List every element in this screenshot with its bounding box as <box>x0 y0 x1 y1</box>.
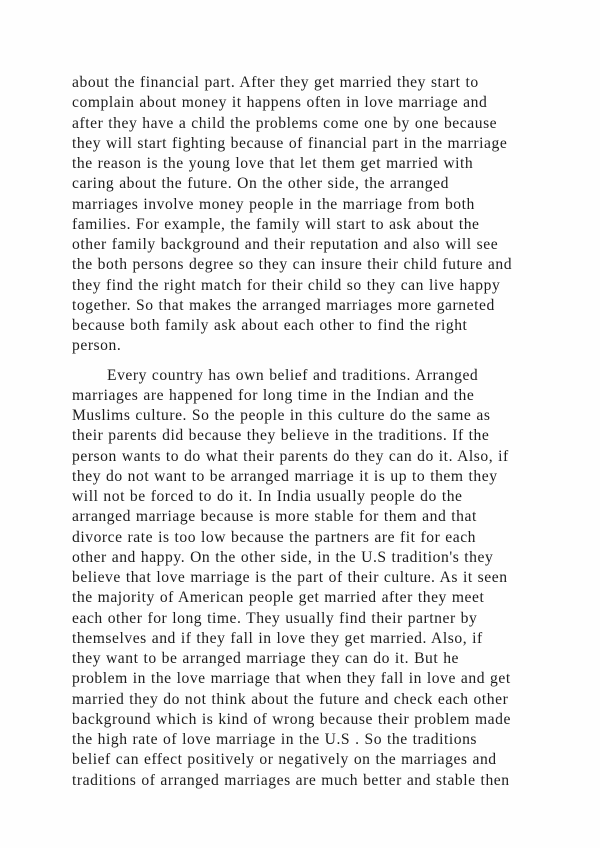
text-line: divorce rate is too low because the partners are fit for each <box>72 528 477 546</box>
document-body <box>72 73 542 791</box>
text-line: their parents did because they believe in the traditions. If the <box>72 427 490 445</box>
text-line: believe that love marriage is the part of their culture. As it seen <box>72 569 508 586</box>
text-line: each other for long time. They usually find their partner by <box>72 609 478 627</box>
text-line: after they have a child the problems come one by one because <box>72 114 498 132</box>
text-line: because both family ask about each other to find the right <box>72 317 468 334</box>
text-line: marriages involve money people in the marriage from both <box>72 195 475 213</box>
text-line: other and happy. On the other side, in the U.S tradition's they <box>72 548 494 566</box>
text-line: the majority of American people get married after they meet <box>72 589 485 607</box>
text-line: they do not want to be arranged marriage it is up to them they <box>72 467 498 485</box>
text-line: they will start fighting because of financial part in the marriage <box>72 134 508 152</box>
text-line: person. <box>72 337 122 355</box>
text-line: caring about the future. On the other side, the arranged <box>72 175 449 193</box>
text-line: complain about money it happens often in love marriage and <box>72 94 488 112</box>
text-line: marriages are happened for long time in the Indian and the <box>72 386 475 404</box>
paragraph-1 <box>72 73 542 357</box>
text-line: families. For example, the family will start to ask about the <box>72 215 480 233</box>
text-line: about the financial part. After they get married they start to <box>72 74 479 91</box>
paragraph-2 <box>72 366 542 791</box>
text-line: person wants to do what their parents do they can do it. Also, if <box>72 447 509 465</box>
text-line: they find the right match for their child so they can live happy <box>72 276 501 294</box>
text-line: they want to be arranged marriage they can do it. But he <box>72 650 460 667</box>
text-line: the high rate of love marriage in the U.S . So the traditions <box>72 731 478 748</box>
text-line: married they do not think about the future and check each other <box>72 690 509 708</box>
text-line: traditions of arranged marriages are much better and stable then <box>72 771 510 789</box>
text-line: other family background and their reputation and also will see <box>72 236 499 253</box>
paragraph-spacer <box>72 357 542 366</box>
text-line: background which is kind of wrong because their problem made <box>72 710 511 728</box>
text-line: Muslims culture. So the people in this culture do the same as <box>72 407 491 424</box>
text-line: belief can effect positively or negatively on the marriages and <box>72 751 497 769</box>
text-line: themselves and if they fall in love they get married. Also, if <box>72 629 483 647</box>
text-line: the reason is the young love that let them get married with <box>72 155 474 172</box>
text-line: arranged marriage because is more stable for them and that <box>72 508 477 526</box>
text-line: the both persons degree so they can insure their child future and <box>72 256 513 274</box>
text-line: together. So that makes the arranged marriages more garneted <box>72 296 495 314</box>
text-line: Every country has own belief and traditions. Arranged <box>107 366 479 384</box>
text-line: problem in the love marriage that when they fall in love and get <box>72 670 511 688</box>
text-line: will not be forced to do it. In India usually people do the <box>72 488 463 505</box>
